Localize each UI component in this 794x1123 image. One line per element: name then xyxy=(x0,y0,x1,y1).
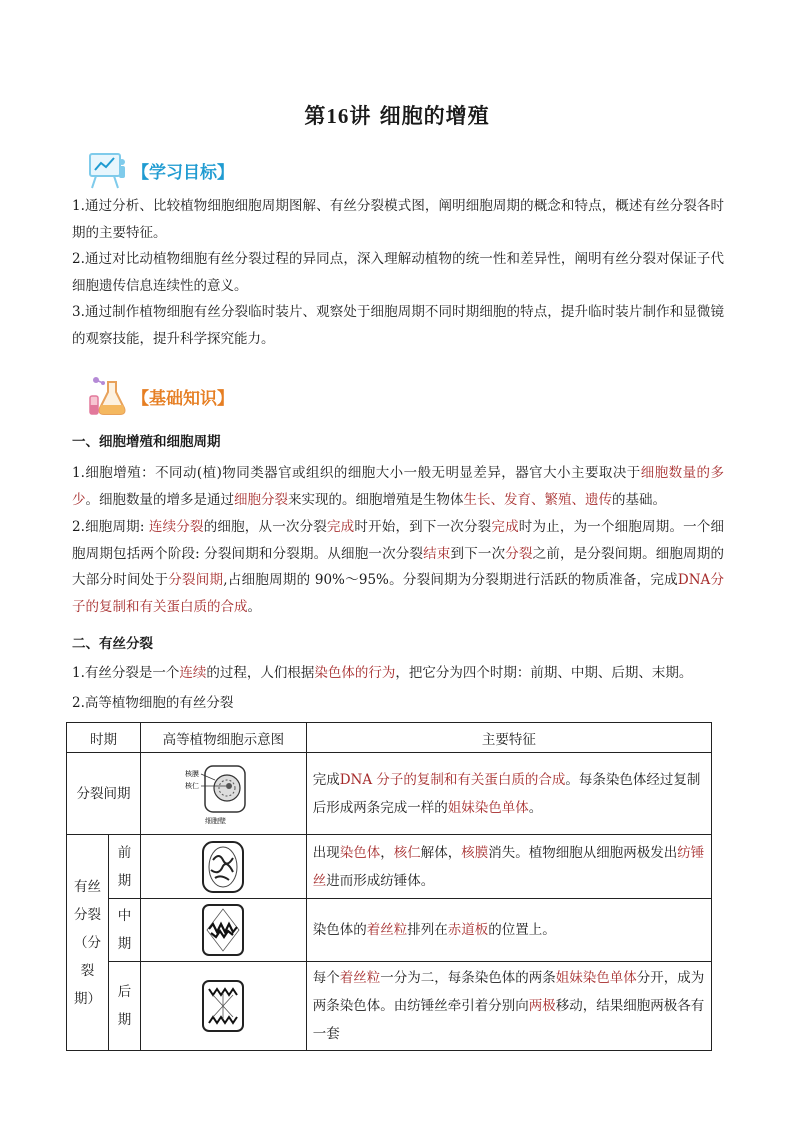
mitosis-table xyxy=(66,722,712,1051)
basics-label: 【基础知识】 xyxy=(132,388,234,409)
svg-text:细胞壁: 细胞壁 xyxy=(205,816,227,825)
anaphase-cell-image xyxy=(201,979,245,1033)
page-title: 第16讲 细胞的增殖 xyxy=(304,103,490,128)
anaphase-features: 每个着丝粒一分为二，每条染色体的两条姐妹染色单体分开，成为两条染色体。由纺锤丝牵引着分别向两极移动，结果细胞两极各有一套 xyxy=(306,962,711,1051)
anaphase-cell-figure xyxy=(140,962,306,1051)
period-prophase: 前 期 xyxy=(108,835,140,899)
prophase-features: 出现染色体，核仁解体，核膜消失。植物细胞从细胞两极发出纺锤丝进而形成纺锤体。 xyxy=(306,835,711,899)
goals-section-header xyxy=(86,150,234,190)
section-1-title: 一、细胞增殖和细胞周期 xyxy=(72,434,221,450)
presentation-board-icon xyxy=(86,148,130,192)
section-2-title: 二、有丝分裂 xyxy=(72,636,153,652)
metaphase-features: 染色体的着丝粒排列在赤道板的位置上。 xyxy=(306,899,711,962)
interphase-cell-figure xyxy=(140,753,306,835)
metaphase-cell-figure xyxy=(140,899,306,962)
interphase-cell-image xyxy=(183,762,263,826)
prophase-cell-figure xyxy=(140,835,306,899)
period-metaphase: 中 期 xyxy=(108,899,140,962)
goal-item-2: 2.通过对比动植物细胞有丝分裂过程的异同点，深入理解动植物的统一性和差异性，阐明有丝分裂对保证子代细胞遗传信息连续性的意义。 xyxy=(72,251,724,294)
table-header-row xyxy=(67,723,712,753)
goal-item-1: 1.通过分析、比较植物细胞细胞周期图解、有丝分裂模式图，阐明细胞周期的概念和特点，概述有丝分裂各时期的主要特征。 xyxy=(72,198,724,241)
svg-text:核仁: 核仁 xyxy=(185,781,200,790)
chemistry-flask-icon xyxy=(86,374,130,418)
table-row xyxy=(67,962,712,1051)
paragraph-cell-proliferation: 1.细胞增殖：不同动(植)物同类器官或组织的细胞大小一般无明显差异，器官大小主要取决于细胞数量的多少。细胞数量的增多是通过细胞分裂来实现的。细胞增殖是生物体生长、发育、繁殖、遗传的基础。 xyxy=(72,465,724,508)
header-features: 主要特征 xyxy=(306,723,711,753)
mitosis-phase-label: 有丝 分裂 （分 裂 期） xyxy=(67,835,109,1051)
period-anaphase: 后 期 xyxy=(108,962,140,1051)
prophase-cell-image xyxy=(201,840,245,894)
paragraph-mitosis-intro: 1.有丝分裂是一个连续的过程，人们根据染色体的行为，把它分为四个时期：前期、中期、后期、末期。 xyxy=(72,665,693,681)
goals-label: 【学习目标】 xyxy=(132,162,234,183)
paragraph-cell-cycle: 2.细胞周期: 连续分裂的细胞，从一次分裂完成时开始，到下一次分裂完成时为止，为一个细胞周期。一个细胞周期包括两个阶段: 分裂间期和分裂期。从细胞一次分裂结束到下一次分裂之前，是分裂间期。细胞周期的大部分时间处于分裂间期,占细胞周期的 90%～95%。分裂间期为分裂期进行活跃的物质准备，完成DNA分子的复制和有关蛋白质的合成。 xyxy=(72,519,725,615)
svg-text:核膜: 核膜 xyxy=(185,769,200,778)
interphase-features: 完成DNA 分子的复制和有关蛋白质的合成。每条染色体经过复制后形成两条完成一样的姐妹染色单体。 xyxy=(306,753,711,835)
paragraph-plant-mitosis: 2.高等植物细胞的有丝分裂 xyxy=(72,695,234,711)
table-row xyxy=(67,753,712,835)
table-row xyxy=(67,899,712,962)
period-interphase: 分裂间期 xyxy=(67,753,141,835)
table-row xyxy=(67,835,712,899)
header-period: 时期 xyxy=(67,723,141,753)
header-diagram: 高等植物细胞示意图 xyxy=(140,723,306,753)
basics-section-header xyxy=(86,376,234,416)
goal-item-3: 3.通过制作植物细胞有丝分裂临时装片、观察处于细胞周期不同时期细胞的特点，提升临时装片制作和显微镜的观察技能，提升科学探究能力。 xyxy=(72,304,724,347)
metaphase-cell-image xyxy=(201,903,245,957)
